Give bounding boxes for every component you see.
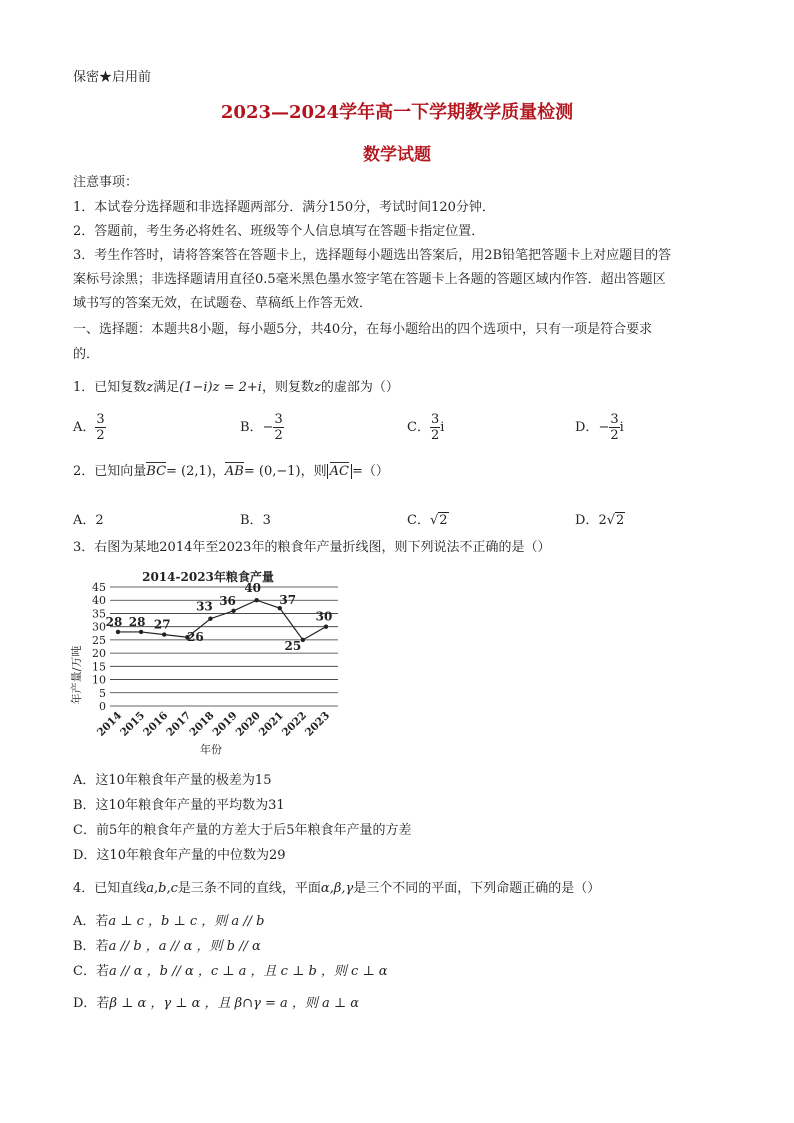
data-point (208, 617, 212, 621)
x-tick-label: 2017 (164, 709, 194, 739)
question-3-stem: 3．右图为某地2014年至2023年的粮食年产量折线图，则下列说法不正确的是（） (73, 540, 551, 555)
exam-title: 2023—2024学年高一下学期教学质量检测 (220, 102, 574, 123)
q1-option-d: D．− $\frac{3}{2}$ i (575, 412, 624, 443)
x-tick-label: 2022 (279, 709, 310, 739)
q4-option-d: D．若β ⊥ α ，γ ⊥ α ，且 β∩γ = a ，则 a ⊥ α (73, 996, 360, 1011)
q4-option-b: B．若a // b ，a // α ，则 b // α (73, 939, 261, 954)
data-label: 27 (153, 617, 171, 632)
data-label: 36 (219, 593, 236, 608)
note-item: 2．答题前，考生务必将姓名、班级等个人信息填写在答题卡指定位置． (73, 224, 485, 239)
y-tick-label: 40 (92, 594, 106, 608)
y-tick-label: 30 (92, 620, 106, 634)
data-point (254, 598, 258, 602)
section-heading: 一、选择题：本题共8小题，每小题5分，共40分，在每小题给出的四个选项中，只有一项是符合要求 (73, 322, 653, 337)
y-axis-label: 年产量/万吨 (70, 645, 83, 705)
y-tick-label: 5 (99, 686, 106, 700)
x-tick-label: 2014 (94, 709, 125, 739)
note-item: 1．本试卷分选择题和非选择题两部分．满分150分，考试时间120分钟． (73, 200, 495, 215)
data-label: 25 (284, 638, 302, 653)
q2-option-d: D．2√2 (575, 513, 625, 528)
y-tick-label: 15 (92, 660, 106, 674)
note-item: 域书写的答案无效，在试题卷、草稿纸上作答无效． (73, 296, 373, 311)
q4-option-c: C．若a // α ，b // α ，c ⊥ a ，且 c ⊥ b ，则 c ⊥ α (73, 964, 388, 979)
data-label: 40 (244, 581, 262, 596)
y-tick-label: 45 (92, 581, 106, 594)
y-tick-label: 0 (99, 700, 106, 713)
q2-option-a: A．2 (73, 513, 104, 528)
data-label: 26 (186, 630, 204, 645)
x-tick-label: 2015 (118, 709, 148, 739)
data-point (231, 609, 235, 613)
chart-title: 2014-2023年粮食产量 (142, 570, 274, 584)
q3-option-d: D．这10年粮食年产量的中位数为29 (73, 848, 286, 863)
data-label: 28 (128, 614, 146, 629)
data-point (324, 624, 328, 628)
note-item: 3．考生作答时，请将答案答在答题卡上，选择题每小题选出答案后，用2B铅笔把答题卡上对应题目的答 (73, 248, 672, 263)
y-tick-label: 20 (92, 647, 106, 661)
data-label: 28 (105, 614, 123, 629)
section-heading-cont: 的． (73, 347, 100, 362)
confidential-label: 保密★启用前 (73, 70, 152, 85)
y-tick-label: 35 (92, 607, 106, 621)
x-tick-label: 2021 (256, 709, 286, 739)
grain-production-chart (68, 565, 348, 760)
data-point (139, 630, 143, 634)
q2-option-b: B．3 (240, 513, 271, 528)
question-2-stem: 2．已知向量BC= (2,1)，AB= (0,−1)，则 AC =（） (73, 464, 389, 479)
data-label: 37 (279, 593, 297, 608)
data-point (301, 638, 305, 642)
q3-option-c: C．前5年的粮食年产量的方差大于后5年粮食年产量的方差 (73, 823, 412, 838)
y-tick-label: 10 (92, 673, 106, 687)
x-tick-label: 2016 (141, 709, 171, 739)
q1-option-a: A． $\frac{3}{2}$ (73, 412, 105, 443)
q1-option-c: C． $\frac{3}{2}$ i (407, 412, 445, 443)
q3-option-a: A．这10年粮食年产量的极差为15 (73, 773, 272, 788)
notes-heading: 注意事项： (73, 175, 139, 190)
q1-option-b: B．− $\frac{3}{2}$ (240, 412, 283, 443)
question-4-stem: 4．已知直线a,b,c是三条不同的直线，平面α,β,γ是三个不同的平面，下列命题正确的是（） (73, 881, 601, 896)
data-point (162, 632, 166, 636)
x-tick-label: 2019 (210, 709, 240, 739)
y-tick-label: 25 (92, 633, 106, 647)
x-tick-label: 2018 (187, 709, 217, 739)
x-tick-label: 2023 (302, 709, 333, 739)
exam-subtitle: 数学试题 (363, 145, 431, 165)
x-axis-label: 年份 (200, 743, 222, 756)
note-item: 案标号涂黑；非选择题请用直径0.5毫米黑色墨水签字笔在答题卡上各题的答题区域内作答．超出答题区 (73, 272, 666, 287)
q2-option-c: C．√2 (407, 513, 448, 528)
data-label: 33 (196, 599, 213, 614)
data-point (116, 630, 120, 634)
question-1-stem: 1．已知复数z满足(1−i)z = 2+i，则复数z的虚部为（） (73, 380, 399, 395)
data-label: 30 (315, 609, 333, 624)
q4-option-a: A．若a ⊥ c ，b ⊥ c ，则 a // b (73, 914, 265, 929)
x-tick-label: 2020 (233, 709, 263, 739)
q3-option-b: B．这10年粮食年产量的平均数为31 (73, 798, 285, 813)
